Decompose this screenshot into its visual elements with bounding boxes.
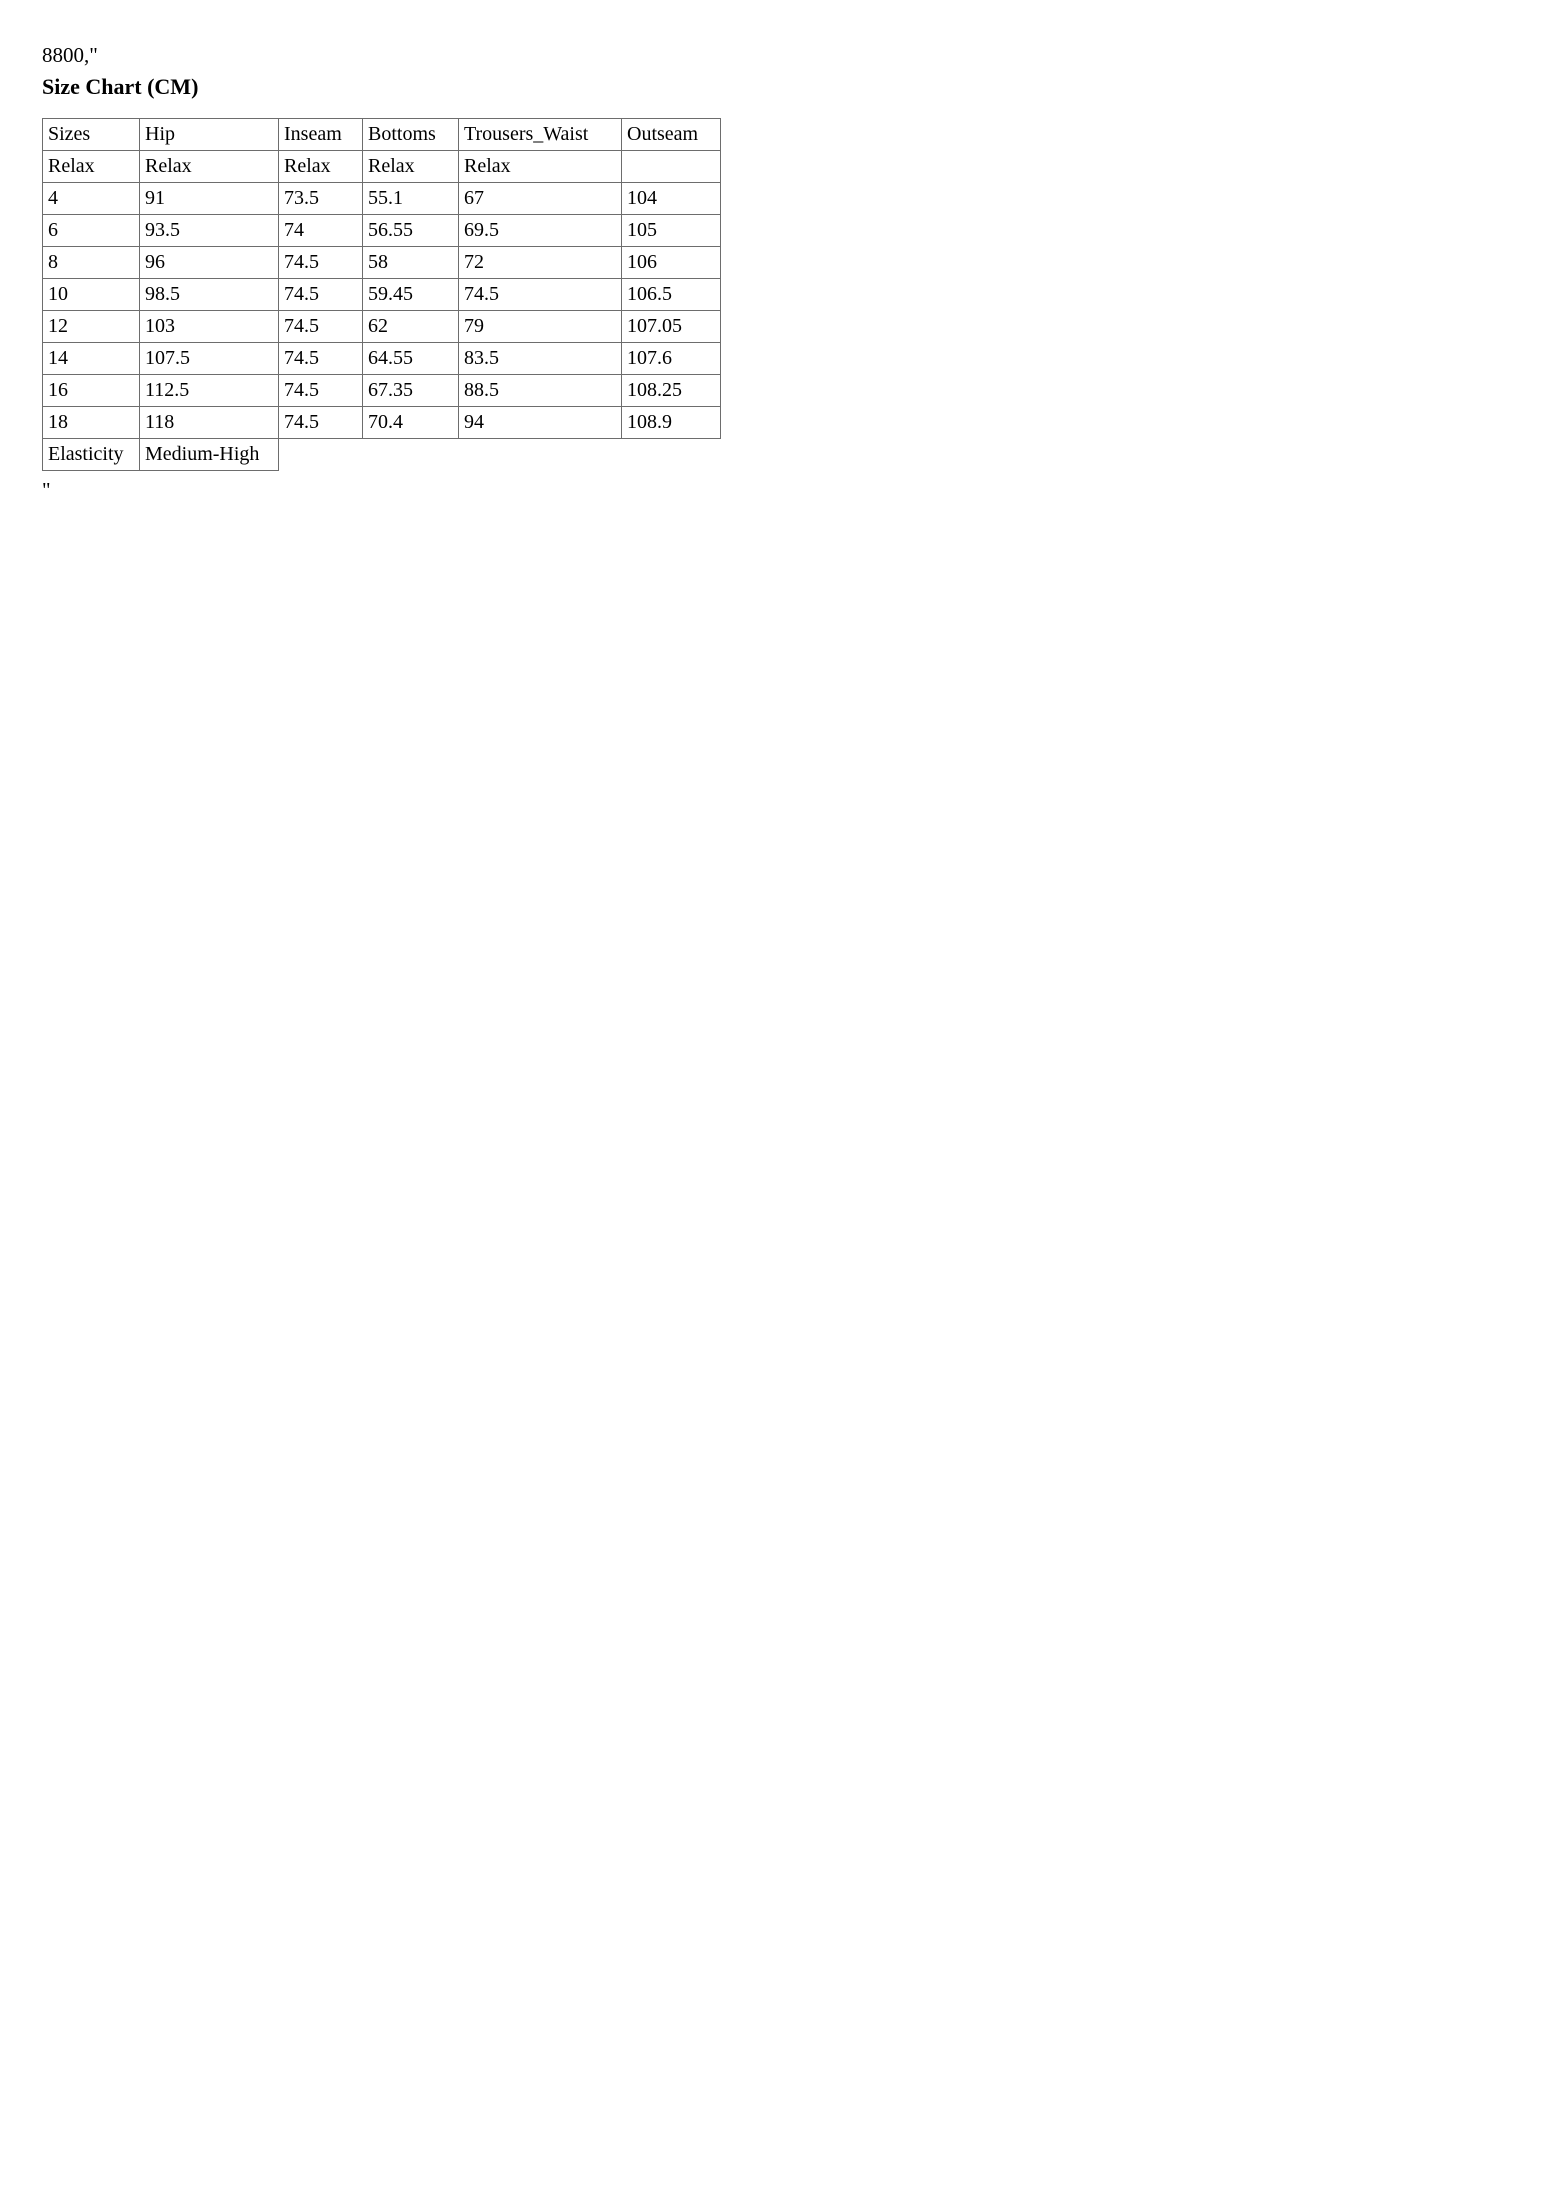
column-header-sizes: Sizes — [43, 119, 140, 151]
table-subheader-row — [43, 151, 721, 183]
table-row — [43, 375, 721, 407]
cell-size: 4 — [43, 183, 140, 215]
cell-trousers-waist: 74.5 — [459, 279, 622, 311]
cell-outseam: 106.5 — [622, 279, 721, 311]
cell-size: 6 — [43, 215, 140, 247]
lead-text: 8800," — [42, 43, 98, 67]
cell-trousers-waist: 94 — [459, 407, 622, 439]
cell-bottoms: 58 — [363, 247, 459, 279]
cell-inseam: 74.5 — [279, 407, 363, 439]
cell-outseam: 107.05 — [622, 311, 721, 343]
cell-hip: 96 — [140, 247, 279, 279]
cell-outseam: 108.25 — [622, 375, 721, 407]
column-header-inseam: Inseam — [279, 119, 363, 151]
cell-outseam: 108.9 — [622, 407, 721, 439]
cell-hip: 103 — [140, 311, 279, 343]
cell-outseam: 104 — [622, 183, 721, 215]
table-row — [43, 215, 721, 247]
cell-trousers-waist: 69.5 — [459, 215, 622, 247]
cell-bottoms: 62 — [363, 311, 459, 343]
cell-trousers-waist: 72 — [459, 247, 622, 279]
subheader-outseam — [622, 151, 721, 183]
cell-outseam: 105 — [622, 215, 721, 247]
table-row — [43, 247, 721, 279]
cell-outseam: 107.6 — [622, 343, 721, 375]
table-row — [43, 407, 721, 439]
cell-size: 16 — [43, 375, 140, 407]
cell-hip: 107.5 — [140, 343, 279, 375]
subheader-bottoms: Relax — [363, 151, 459, 183]
cell-inseam: 73.5 — [279, 183, 363, 215]
cell-inseam: 74.5 — [279, 247, 363, 279]
cell-bottoms: 64.55 — [363, 343, 459, 375]
cell-hip: 93.5 — [140, 215, 279, 247]
cell-trousers-waist: 79 — [459, 311, 622, 343]
cell-bottoms: 56.55 — [363, 215, 459, 247]
cell-hip: 98.5 — [140, 279, 279, 311]
cell-inseam: 74 — [279, 215, 363, 247]
column-header-trousers-waist: Trousers_Waist — [459, 119, 622, 151]
cell-trousers-waist: 67 — [459, 183, 622, 215]
cell-outseam: 106 — [622, 247, 721, 279]
column-header-bottoms: Bottoms — [363, 119, 459, 151]
cell-inseam: 74.5 — [279, 343, 363, 375]
cell-inseam: 74.5 — [279, 311, 363, 343]
elasticity-body — [43, 439, 279, 471]
table-header-row — [43, 119, 721, 151]
column-header-hip: Hip — [140, 119, 279, 151]
cell-size: 18 — [43, 407, 140, 439]
page-title: Size Chart (CM) — [42, 74, 199, 100]
subheader-inseam: Relax — [279, 151, 363, 183]
cell-bottoms: 67.35 — [363, 375, 459, 407]
table-row — [43, 311, 721, 343]
table-row — [43, 279, 721, 311]
cell-bottoms: 59.45 — [363, 279, 459, 311]
document-page — [0, 0, 1550, 502]
elasticity-label: Elasticity — [43, 439, 140, 471]
cell-hip: 118 — [140, 407, 279, 439]
cell-size: 10 — [43, 279, 140, 311]
cell-bottoms: 70.4 — [363, 407, 459, 439]
table-row — [43, 183, 721, 215]
cell-inseam: 74.5 — [279, 375, 363, 407]
elasticity-row — [43, 439, 279, 471]
cell-trousers-waist: 83.5 — [459, 343, 622, 375]
subheader-trousers-waist: Relax — [459, 151, 622, 183]
table-row — [43, 343, 721, 375]
trailing-text: " — [42, 478, 51, 503]
subheader-sizes: Relax — [43, 151, 140, 183]
cell-hip: 91 — [140, 183, 279, 215]
elasticity-value: Medium-High — [140, 439, 279, 471]
cell-bottoms: 55.1 — [363, 183, 459, 215]
size-chart-body — [43, 119, 721, 439]
cell-hip: 112.5 — [140, 375, 279, 407]
subheader-hip: Relax — [140, 151, 279, 183]
cell-trousers-waist: 88.5 — [459, 375, 622, 407]
cell-size: 12 — [43, 311, 140, 343]
cell-size: 14 — [43, 343, 140, 375]
elasticity-table — [42, 438, 279, 471]
cell-inseam: 74.5 — [279, 279, 363, 311]
cell-size: 8 — [43, 247, 140, 279]
column-header-outseam: Outseam — [622, 119, 721, 151]
size-chart-table — [42, 118, 721, 439]
